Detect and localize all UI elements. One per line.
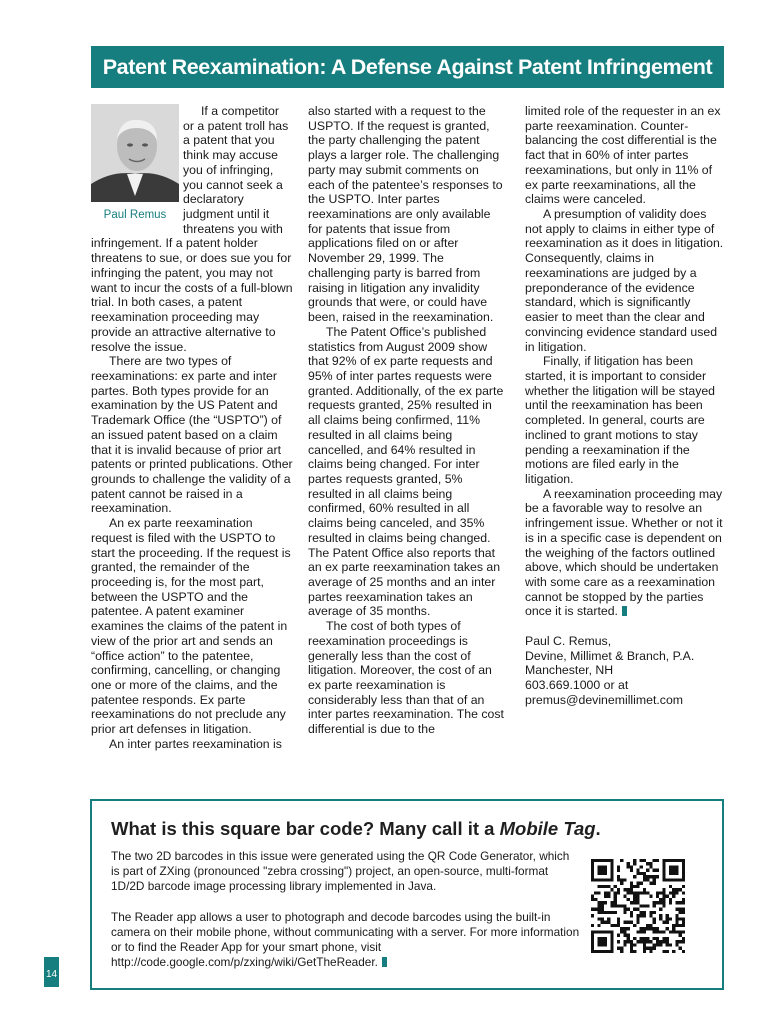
paragraph: The Patent Office’s published statistics from August 2009 show that 92% of ex parte requests and 95% of inter partes requests were granted. Additionally, of the ex parte requests granted, 25% resulted in all claims being confirmed, 11% resulted in all claims being cancelled, and 64% resulted in claims being changed. For inter partes requests granted, 5% resulted in all claims being confirmed, 60% resulted in all claims being canceled, and 35% resulted in claims being changed. The Patent Office also reports that an ex parte reexamination takes an average of 25 months and an inter partes reexamination takes an average of 35 months. xyxy=(308,324,504,619)
paragraph: An ex parte reexamination request is filed with the USPTO to start the proceeding. If the request is granted, the remainder of the proceeding is, for the most part, between the USPTO and the patentee. A patent examiner examines the claims of the patent in view of the prior art and sends an “office action” to the patentee, confirming, cancelling, or changing one or more of the claims, and the patentee responds. Ex parte reexaminations do not preclude any prior art defenses in litigation. xyxy=(91,516,291,737)
sidebar-heading xyxy=(111,818,601,840)
sidebar-heading-emphasis: Mobile Tag xyxy=(499,818,596,839)
paragraph: There are two types of reexaminations: ex parte and inter partes. Both types provide for an examination by the US Patent and Trademark Office (the “USPTO”) of an issued patent based on a claim that it is invalid because of prior art patents or printed publications. Other grounds to challenge the validity of a patent cannot be raised in a reexamination. xyxy=(91,354,293,516)
signature-phone: 603.669.1000 or at xyxy=(525,678,629,693)
signature-firm: Devine, Millimet & Branch, P.A. xyxy=(525,648,695,663)
sidebar-paragraph-text: The Reader app allows a user to photograph and decode barcodes using the built-in camera on their mobile phone, without communicating with a server. For more information or to find the Reader App for your smart phone, visit http://code.google.com/p/zxing/wiki/GetTheReader. xyxy=(111,909,580,970)
sidebar-heading-text: What is this square bar code? Many call it a xyxy=(111,818,500,839)
paragraph: limited role of the requester in an ex parte reexamination. Counter-balancing the cost differential is the fact that in 60% of inter partes reexaminations, but only in 11% of ex parte reexaminations, all the claims were canceled. xyxy=(525,104,721,207)
mobile-tag-sidebar xyxy=(90,799,724,990)
article-title-banner xyxy=(91,46,724,88)
sidebar-paragraph xyxy=(111,910,581,971)
paragraph: An inter partes reexamination is xyxy=(109,736,282,751)
author-caption: Paul Remus xyxy=(103,209,167,221)
qr-code-icon xyxy=(591,859,685,953)
paragraph: The cost of both types of reexamination proceedings is generally less than the cost of litigation. Moreover, the cost of an ex parte reexamination is considerably less than that of an inter partes reexamination. The cost differential is due to the xyxy=(308,619,504,737)
article-column-2 xyxy=(308,104,507,737)
end-of-article-mark xyxy=(622,606,627,616)
article-column-3 xyxy=(525,104,725,707)
paragraph: also started with a request to the USPTO. If the request is granted, the party challenging the patent plays a larger role. The challenging party may submit comments on each of the patentee’s responses to the USPTO. Inter partes reexaminations are only available for patents that issue from applications filed on or after November 29, 1999. The challenging party is barred from raising in litigation any invalidity grounds that were, or could have been, raised in the reexamination. xyxy=(308,104,503,325)
page-number-tab xyxy=(44,957,59,987)
sidebar-paragraph: The two 2D barcodes in this issue were generated using the QR Code Generator, which is part of ZXing (pronounced "zebra crossing") project, an open-source, multi-format 1D/2D barcode image processing library implemented in Java. xyxy=(111,849,570,894)
article-column-1 xyxy=(91,104,293,752)
page-number: 14 xyxy=(45,969,58,980)
author-photo xyxy=(91,104,179,226)
paragraph xyxy=(525,487,725,619)
paragraph: A presumption of validity does not apply to claims in either type of reexamination as it does in litigation. Consequently, claims in reexaminations are judged by a preponderance of the evidence standard, which is significantly easier to meet than the clear and convincing evidence standard used in litigation. xyxy=(525,207,724,354)
sidebar-heading-period: . xyxy=(595,818,601,839)
end-of-sidebar-mark xyxy=(382,957,387,967)
signature-name: Paul C. Remus, xyxy=(525,633,612,648)
author-signature xyxy=(525,634,725,708)
paragraph: If a competitor or a patent troll has a patent that you think may accuse you of infringing, you cannot seek a declaratory judgment until it threatens you with infringement. If a patent holder threatens to sue, or does sue you for infringing the patent, you may not want to incur the costs of a full-blown trial. In both cases, a patent reexamination proceeding may provide an attractive alternative to resolve the issue. xyxy=(91,104,293,354)
paragraph: Finally, if litigation has been started, it is important to consider whether the litigation will be stayed until the reexamination has been completed. In general, courts are inclined to grant motions to stay pending a reexamination if the motions are filed early in the litigation. xyxy=(525,354,716,486)
closing-paragraph-text: A reexamination proceeding may be a favorable way to resolve an infringement issue. Whether or not it is in a specific case is dependent on the weighing of the factors outlined above, which should be undertaken with some care as a reexamination cannot be stopped by the parties once it is started. xyxy=(525,486,723,619)
portrait-illustration xyxy=(91,104,179,202)
signature-city: Manchester, NH xyxy=(525,663,614,678)
signature-email[interactable]: premus@devinemillimet.com xyxy=(525,692,684,707)
article-title: Patent Reexamination: A Defense Against Patent Infringement xyxy=(102,55,713,79)
author-portrait xyxy=(91,104,179,202)
sidebar-body xyxy=(111,849,581,986)
